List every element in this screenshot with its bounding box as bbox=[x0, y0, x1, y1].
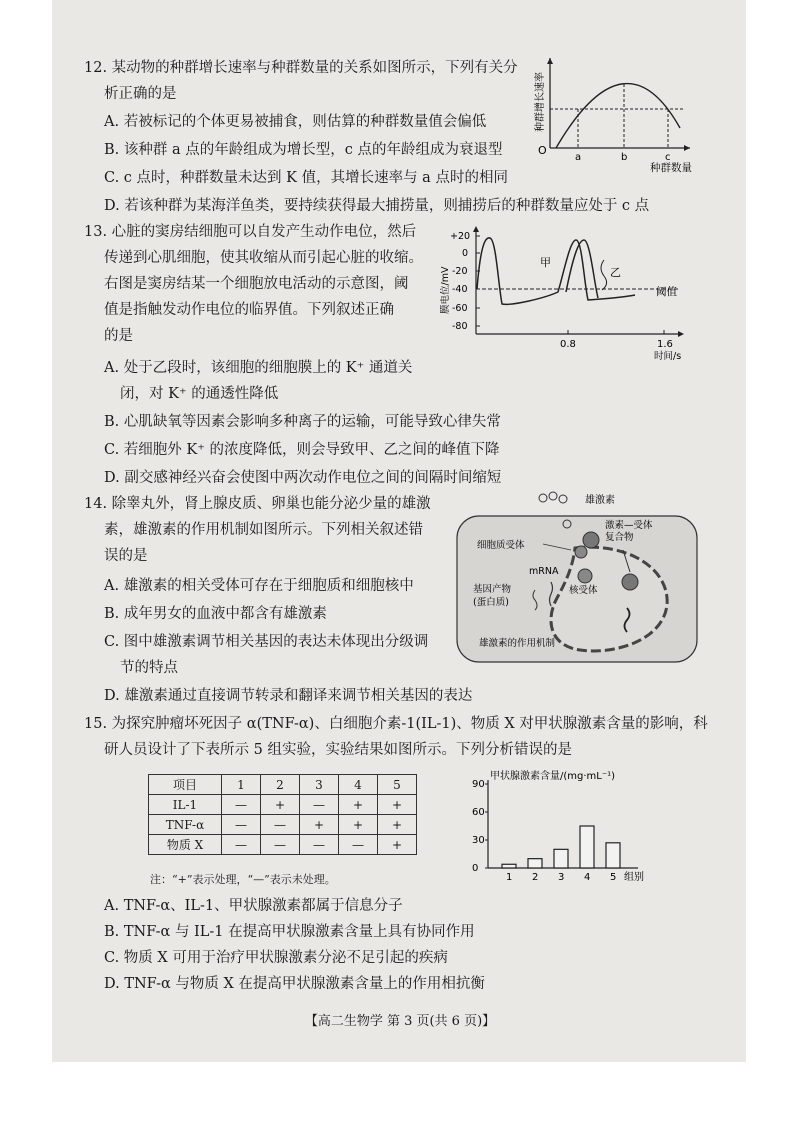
q14-stem-line3: 误的是 bbox=[104, 548, 148, 564]
q12-stem-line2: 析正确的是 bbox=[104, 86, 177, 102]
hormone-icon bbox=[559, 495, 567, 503]
q14-hormone-label: 雄激素 bbox=[585, 495, 615, 506]
q14-diagram-caption: 雄激素的作用机制 bbox=[479, 638, 556, 649]
q13-option-d[interactable]: D. 副交感神经兴奋会使图中两次动作电位之间的间隔时间缩短 bbox=[104, 470, 502, 486]
q14-option-d[interactable]: D. 雄激素通过直接调节转录和翻译来调节相关基因的表达 bbox=[104, 688, 473, 704]
q14-option-c-line2[interactable]: 节的特点 bbox=[120, 660, 178, 676]
q12-tick-b: b bbox=[621, 152, 628, 163]
table-header-cell: 1 bbox=[222, 775, 261, 795]
q13-ytick-p20: +20 bbox=[450, 231, 471, 242]
table-cell: — bbox=[222, 835, 261, 855]
q15-thyroid-hormone-bar-chart bbox=[460, 768, 680, 886]
q15-experiment-table bbox=[148, 774, 417, 855]
q13-stem-line1: 13. 心脏的窦房结细胞可以自发产生动作电位，然后 bbox=[84, 224, 417, 240]
table-cell: — bbox=[261, 835, 300, 855]
table-cell: 物质 X bbox=[149, 835, 222, 855]
table-cell: + bbox=[378, 795, 417, 815]
table-cell: — bbox=[222, 815, 261, 835]
q14-stem-line1: 14. 除睾丸外，肾上腺皮质、卵巢也能分泌少量的雄激 bbox=[84, 496, 431, 512]
bar bbox=[528, 859, 542, 868]
q14-androgen-mechanism-diagram bbox=[455, 490, 700, 665]
q13-y-axis-label: 膜电位/mV bbox=[440, 266, 451, 314]
q13-ytick-m40: -40 bbox=[452, 284, 468, 295]
q15-x-axis-label: 组别 bbox=[624, 872, 644, 883]
table-cell: + bbox=[378, 835, 417, 855]
table-row bbox=[149, 795, 417, 815]
q13-option-a-line2[interactable]: 闭，对 K⁺ 的通透性降低 bbox=[120, 386, 279, 402]
y-tick-label: 0 bbox=[472, 863, 479, 874]
q14-nuclear-receptor-label: 核受体 bbox=[569, 585, 598, 596]
table-header-cell: 5 bbox=[378, 775, 417, 795]
x-tick-label: 5 bbox=[610, 872, 617, 883]
x-tick-label: 2 bbox=[532, 872, 539, 883]
table-cell: — bbox=[300, 795, 339, 815]
table-row bbox=[149, 835, 417, 855]
table-cell: + bbox=[261, 795, 300, 815]
q15-stem-line2: 研人员设计了下表所示 5 组实验，实验结果如图所示。下列分析错误的是 bbox=[104, 742, 572, 758]
bar bbox=[606, 843, 620, 868]
table-cell: — bbox=[261, 815, 300, 835]
hormone-icon bbox=[539, 494, 547, 502]
q15-option-c[interactable]: C. 物质 X 可用于治疗甲状腺激素分泌不足引起的疾病 bbox=[104, 950, 448, 966]
table-header-row bbox=[149, 775, 417, 795]
q14-gene-product-label-1: 基因产物 bbox=[473, 584, 512, 595]
q13-stem-line4: 值是指触发动作电位的临界值。下列叙述正确 bbox=[104, 302, 394, 318]
table-cell: + bbox=[339, 815, 378, 835]
q13-x-axis-unit: 时间/s bbox=[654, 351, 682, 362]
table-header-cell: 4 bbox=[339, 775, 378, 795]
q14-complex-label-2: 复合物 bbox=[605, 532, 634, 543]
q12-growth-rate-chart bbox=[530, 50, 700, 175]
q14-option-c-line1[interactable]: C. 图中雄激素调节相关基因的表达未体现出分级调 bbox=[104, 634, 429, 650]
receptor-icon bbox=[575, 546, 587, 558]
x-tick-label: 1 bbox=[506, 872, 513, 883]
q15-y-axis-label: 甲状腺激素含量/(mg·mL⁻¹) bbox=[490, 771, 616, 782]
x-tick-label: 3 bbox=[558, 872, 565, 883]
q14-mrna-label: mRNA bbox=[529, 566, 559, 577]
page-footer: 【高二生物学 第 3 页(共 6 页)】 bbox=[304, 1014, 496, 1029]
q12-tick-a: a bbox=[575, 152, 582, 163]
q13-xtick-16: 1.6 bbox=[657, 339, 673, 350]
receptor-icon bbox=[622, 574, 638, 590]
table-cell: — bbox=[300, 835, 339, 855]
q13-label-yi: 乙 bbox=[610, 266, 621, 279]
table-header-cell: 项目 bbox=[149, 775, 222, 795]
q14-option-b[interactable]: B. 成年男女的血液中都含有雄激素 bbox=[104, 606, 327, 622]
q13-membrane-potential-chart bbox=[440, 222, 710, 367]
receptor-icon bbox=[578, 569, 592, 583]
table-cell: + bbox=[378, 815, 417, 835]
y-tick-label: 60 bbox=[472, 807, 485, 818]
bar bbox=[502, 864, 516, 868]
q13-option-b[interactable]: B. 心肌缺氧等因素会影响多种离子的运输，可能导致心律失常 bbox=[104, 414, 501, 430]
q12-option-a[interactable]: A. 若被标记的个体更易被捕食，则估算的种群数量值会偏低 bbox=[104, 114, 487, 130]
q12-tick-c: c bbox=[665, 152, 671, 163]
q14-option-a[interactable]: A. 雄激素的相关受体可存在于细胞质和细胞核中 bbox=[104, 578, 414, 594]
q12-option-b[interactable]: B. 该种群 a 点的年龄组成为增长型，c 点的年龄组成为衰退型 bbox=[104, 142, 503, 158]
table-row bbox=[149, 815, 417, 835]
q15-table-note: 注：“+”表示处理，“—”表示未处理。 bbox=[150, 873, 336, 886]
q12-option-d[interactable]: D. 若该种群为某海洋鱼类，要持续获得最大捕捞量，则捕捞后的种群数量应处于 c 点 bbox=[104, 198, 650, 214]
table-cell: + bbox=[339, 795, 378, 815]
receptor-icon bbox=[583, 532, 599, 548]
q12-stem-line1: 12. 某动物的种群增长速率与种群数量的关系如图所示，下列有关分 bbox=[84, 60, 518, 76]
q12-origin-label: O bbox=[538, 144, 547, 157]
bar bbox=[580, 826, 594, 868]
table-cell: + bbox=[300, 815, 339, 835]
q15-option-d[interactable]: D. TNF-α 与物质 X 在提高甲状腺激素含量上的作用相抗衡 bbox=[104, 976, 485, 992]
y-tick-label: 30 bbox=[472, 835, 485, 846]
q15-stem-line1: 15. 为探究肿瘤坏死因子 α(TNF-α)、白细胞介素-1(IL-1)、物质 X 对甲状腺激素含量的影响，科 bbox=[84, 716, 708, 732]
q13-stem-line5: 的是 bbox=[104, 328, 133, 344]
table-header-cell: 2 bbox=[261, 775, 300, 795]
q14-gene-product-label-2: (蛋白质) bbox=[473, 597, 509, 608]
q13-label-jia: 甲 bbox=[540, 256, 551, 269]
q15-option-b[interactable]: B. TNF-α 与 IL-1 在提高甲状腺激素含量上具有协同作用 bbox=[104, 924, 475, 940]
q15-option-a[interactable]: A. TNF-α、IL-1、甲状腺激素都属于信息分子 bbox=[104, 898, 403, 914]
q13-option-c[interactable]: C. 若细胞外 K⁺ 的浓度降低，则会导致甲、乙之间的峰值下降 bbox=[104, 442, 500, 458]
q14-cyto-receptor-label: 细胞质受体 bbox=[477, 540, 525, 551]
table-cell: TNF-α bbox=[149, 815, 222, 835]
q13-ytick-0: 0 bbox=[462, 248, 469, 259]
q14-stem-line2: 素，雄激素的作用机制如图所示。下列相关叙述错 bbox=[104, 522, 423, 538]
table-cell: IL-1 bbox=[149, 795, 222, 815]
q13-threshold-label: 阈值 bbox=[656, 286, 677, 298]
q13-ytick-m80: -80 bbox=[452, 321, 468, 332]
table-cell: — bbox=[222, 795, 261, 815]
q13-xtick-08: 0.8 bbox=[560, 339, 576, 350]
q13-option-a-line1[interactable]: A. 处于乙段时，该细胞的细胞膜上的 K⁺ 通道关 bbox=[104, 360, 413, 376]
hormone-icon bbox=[549, 492, 557, 500]
q12-x-axis-label: 种群数量 bbox=[650, 162, 692, 174]
x-tick-label: 4 bbox=[584, 872, 591, 883]
q13-ytick-m60: -60 bbox=[452, 303, 468, 314]
bar bbox=[554, 849, 568, 868]
q14-complex-label-1: 激素—受体 bbox=[605, 520, 653, 531]
q13-stem-line2: 传递到心肌细胞，使其收缩从而引起心脏的收缩。 bbox=[104, 250, 423, 266]
q13-ytick-m20: -20 bbox=[452, 266, 468, 277]
q13-stem-line3: 右图是窦房结某一个细胞放电活动的示意图，阈 bbox=[104, 276, 409, 292]
q12-option-c[interactable]: C. c 点时，种群数量未达到 K 值，其增长速率与 a 点时的相同 bbox=[104, 170, 508, 186]
table-header-cell: 3 bbox=[300, 775, 339, 795]
table-cell: — bbox=[339, 835, 378, 855]
y-tick-label: 90 bbox=[472, 779, 485, 790]
q12-y-axis-label: 种群增长速率 bbox=[535, 72, 546, 132]
